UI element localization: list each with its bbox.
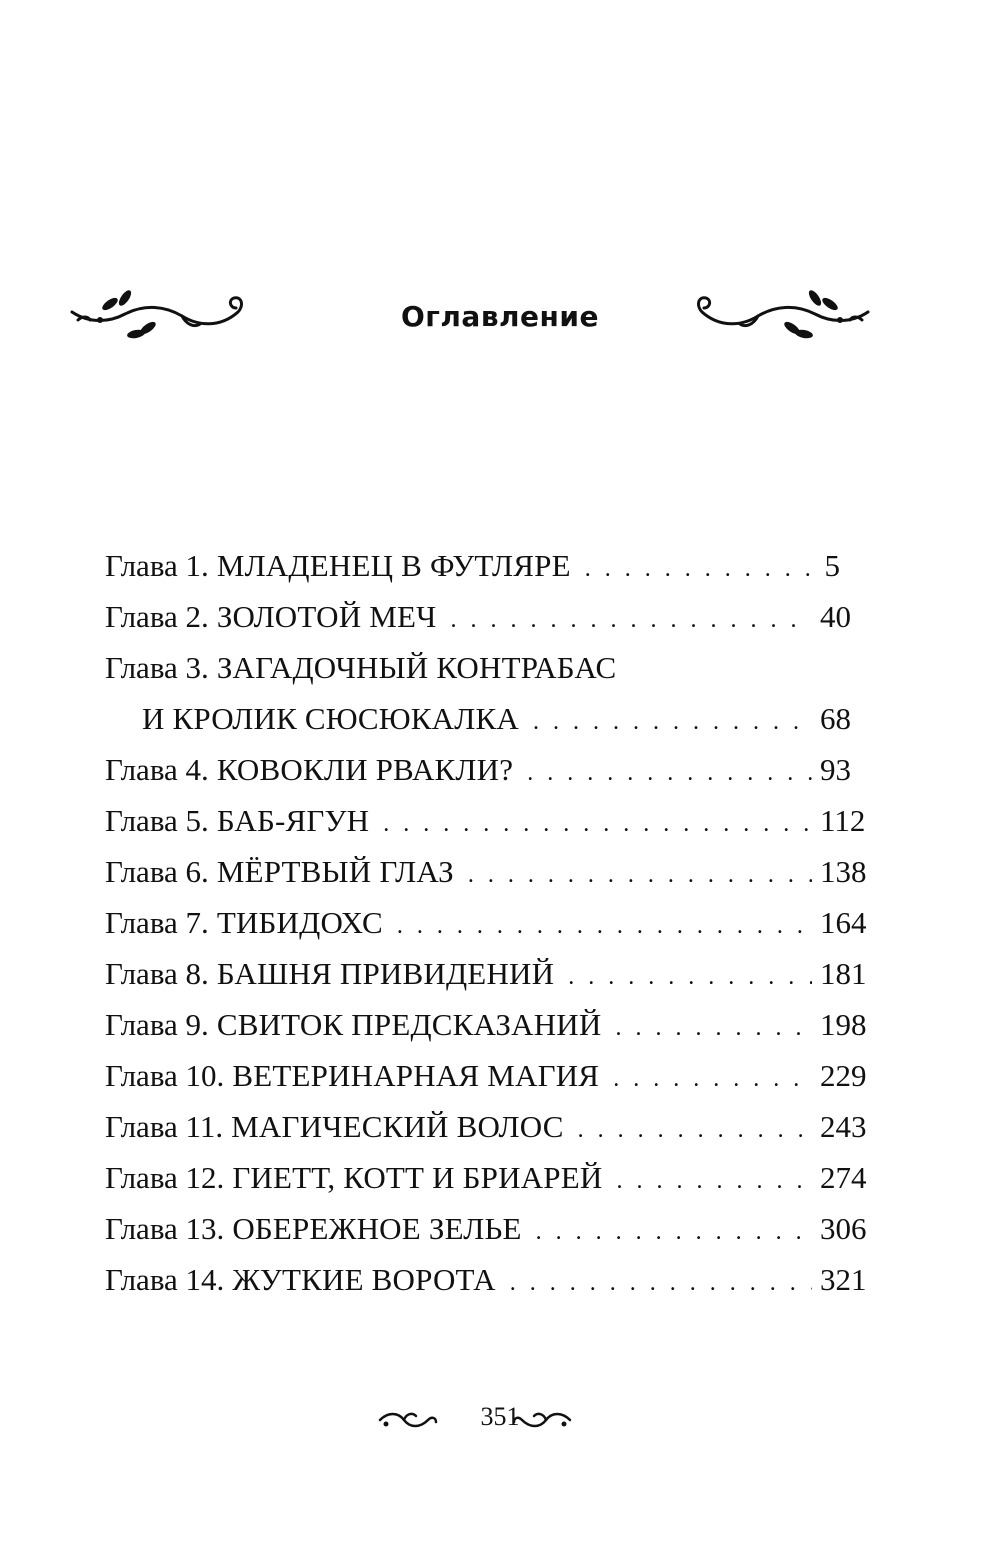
- page-number: 243: [820, 1109, 867, 1144]
- chapter-title: СВИТОК ПРЕДСКАЗАНИЙ: [216, 1007, 602, 1042]
- toc-entry-4[interactable]: [105, 744, 851, 795]
- page-number: 112: [820, 803, 866, 838]
- chapter-label: Глава 14.: [105, 1262, 225, 1297]
- folio: [0, 1400, 1000, 1440]
- toc-entry-7[interactable]: [105, 897, 867, 948]
- dot-leader: [613, 1054, 812, 1105]
- chapter-title: МЁРТВЫЙ ГЛАЗ: [216, 854, 454, 889]
- chapter-title: МАГИЧЕСКИЙ ВОЛОС: [231, 1109, 564, 1144]
- toc-entry-8[interactable]: [105, 948, 867, 999]
- dot-leader: [615, 1003, 812, 1054]
- chapter-title: КОВОКЛИ РВАКЛИ?: [216, 752, 514, 787]
- chapter-title: ЗОЛОТОЙ МЕЧ: [216, 599, 437, 634]
- toc-entry-2[interactable]: [105, 591, 851, 642]
- swirl-icon: [512, 1408, 572, 1430]
- chapter-title: БАБ-ЯГУН: [216, 803, 370, 838]
- chapter-label: Глава 12.: [105, 1160, 225, 1195]
- chapter-label: Глава 8.: [105, 956, 209, 991]
- chapter-title: БАШНЯ ПРИВИДЕНИЙ: [216, 956, 555, 991]
- dot-leader: [536, 1207, 812, 1258]
- chapter-label: Глава 10.: [105, 1058, 225, 1093]
- heading-row: [0, 282, 1000, 362]
- table-of-contents: [105, 540, 867, 1305]
- chapter-title: ГИЕТТ, КОТТ И БРИАРЕЙ: [232, 1160, 603, 1195]
- dot-leader: [616, 1156, 812, 1207]
- page-number: 164: [820, 905, 867, 940]
- chapter-title: ТИБИДОХС: [216, 905, 383, 940]
- page-number: 68: [820, 701, 851, 736]
- chapter-label: Глава 4.: [105, 752, 209, 787]
- toc-entry-1[interactable]: [105, 540, 840, 591]
- dot-leader: [578, 1105, 812, 1156]
- dot-leader: [451, 595, 813, 646]
- chapter-title: ЗАГАДОЧНЫЙ КОНТРАБАС: [216, 650, 617, 685]
- swirl-icon: [378, 1408, 438, 1430]
- chapter-title: ВЕТЕРИНАРНАЯ МАГИЯ: [232, 1058, 600, 1093]
- chapter-title-continued: И КРОЛИК СЮСЮКАЛКА: [142, 701, 519, 736]
- toc-entry-14[interactable]: [105, 1254, 867, 1305]
- chapter-label: Глава 3.: [105, 650, 209, 685]
- chapter-label: Глава 1.: [105, 548, 209, 583]
- page-number: 93: [820, 752, 851, 787]
- chapter-title: ЖУТКИЕ ВОРОТА: [232, 1262, 496, 1297]
- dot-leader: [533, 697, 812, 748]
- page-number: 40: [820, 599, 851, 634]
- page-number: 306: [820, 1211, 867, 1246]
- toc-entry-5[interactable]: [105, 795, 866, 846]
- chapter-label: Глава 6.: [105, 854, 209, 889]
- toc-entry-10[interactable]: [105, 1050, 867, 1101]
- toc-entry-9[interactable]: [105, 999, 867, 1050]
- dot-leader: [568, 952, 812, 1003]
- chapter-label: Глава 13.: [105, 1211, 225, 1246]
- page-number: 138: [820, 854, 867, 889]
- chapter-label: Глава 5.: [105, 803, 209, 838]
- chapter-label: Глава 2.: [105, 599, 209, 634]
- toc-entry-11[interactable]: [105, 1101, 867, 1152]
- toc-entry-12[interactable]: [105, 1152, 867, 1203]
- page-number: 321: [820, 1262, 867, 1297]
- toc-entry-13[interactable]: [105, 1203, 867, 1254]
- chapter-label: Глава 11.: [105, 1109, 224, 1144]
- dot-leader: [383, 799, 812, 850]
- page-number: 229: [820, 1058, 867, 1093]
- toc-entry-3[interactable]: [105, 642, 851, 744]
- dot-leader: [585, 544, 812, 595]
- chapter-label: Глава 7.: [105, 905, 209, 940]
- chapter-label: Глава 9.: [105, 1007, 209, 1042]
- dot-leader: [468, 850, 812, 901]
- dot-leader: [527, 748, 812, 799]
- page-number: 181: [820, 956, 867, 991]
- dot-leader: [397, 901, 812, 952]
- page-folio-number: 351: [480, 1402, 520, 1431]
- floral-vine-icon: [695, 282, 870, 352]
- page-number: 198: [820, 1007, 867, 1042]
- page-number: 274: [820, 1160, 867, 1195]
- chapter-title: ОБЕРЕЖНОЕ ЗЕЛЬЕ: [232, 1211, 522, 1246]
- page-number: 5: [824, 548, 840, 583]
- chapter-title: МЛАДЕНЕЦ В ФУТЛЯРЕ: [216, 548, 571, 583]
- page-title: Оглавление: [400, 300, 599, 333]
- toc-entry-6[interactable]: [105, 846, 867, 897]
- dot-leader: [510, 1258, 812, 1309]
